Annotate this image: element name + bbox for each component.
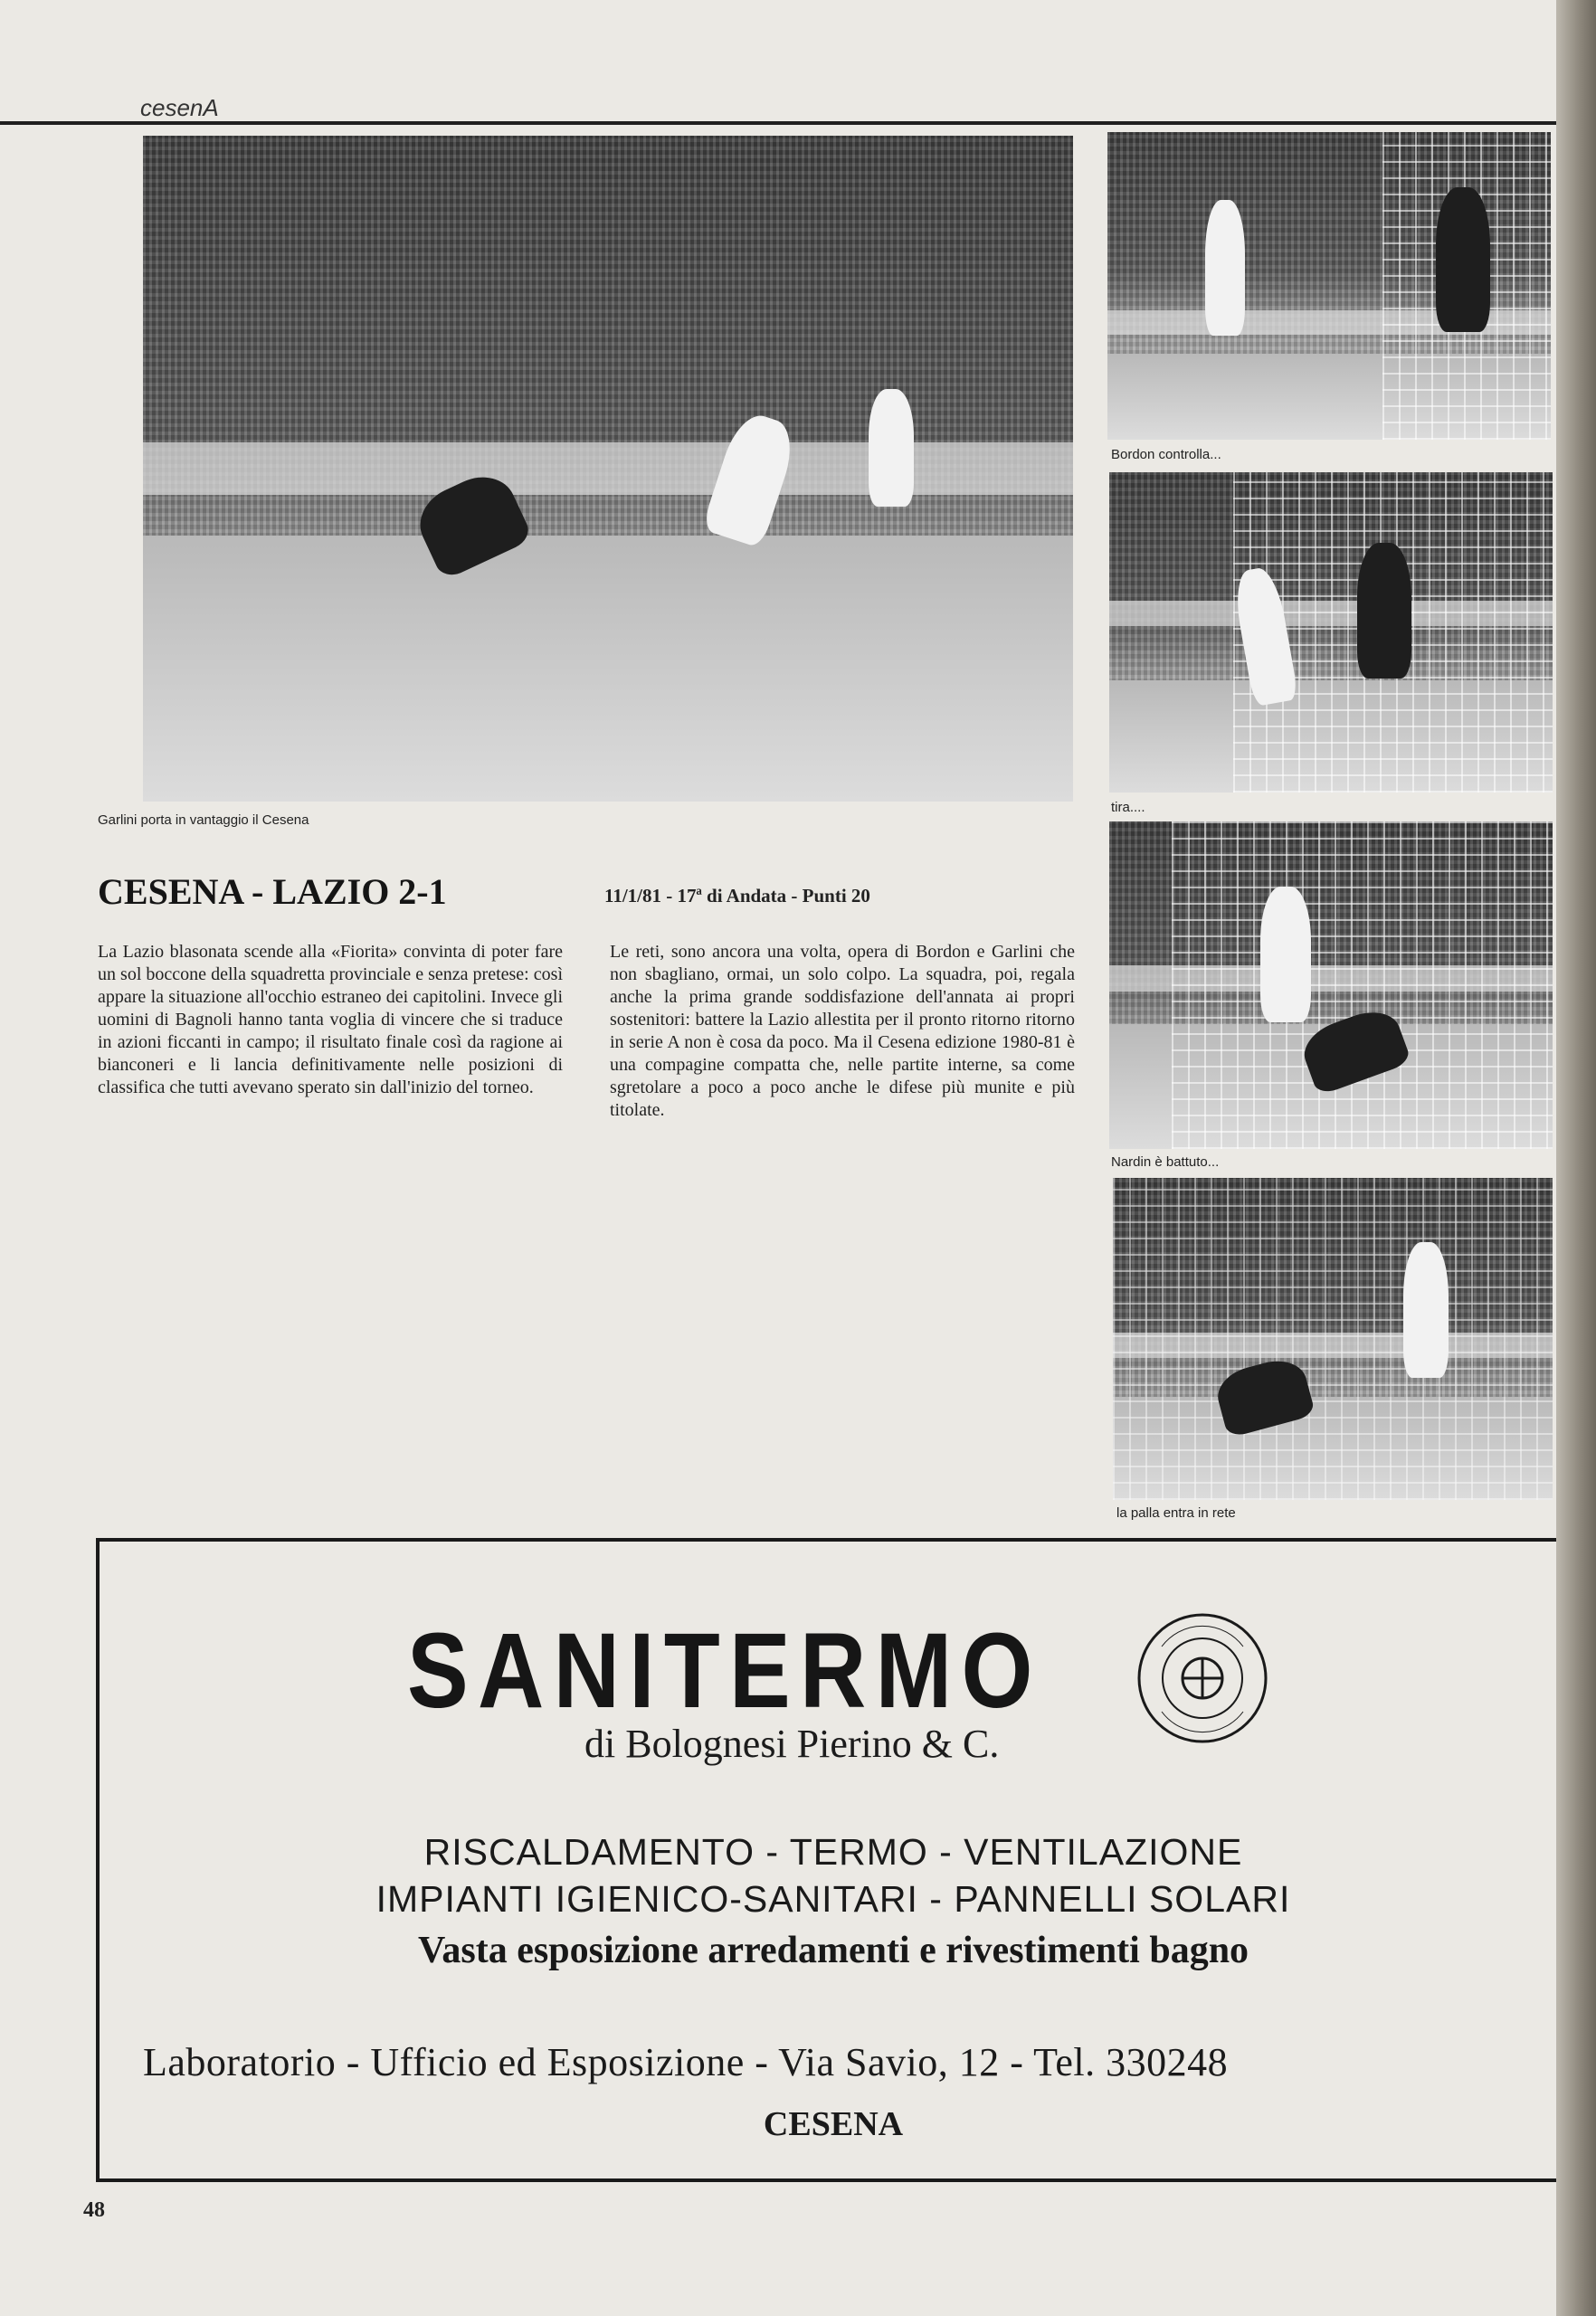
gold-medal-seal-icon <box>1135 1610 1270 1746</box>
ad-showroom: Vasta esposizione arredamenti e rivestimenti bagno <box>417 1930 1249 1971</box>
main-photo-caption: Garlini porta in vantaggio il Cesena <box>98 812 309 828</box>
sequence-photo-1 <box>1107 132 1551 440</box>
player-figure <box>869 389 914 507</box>
sequence-photo-4 <box>1113 1178 1553 1500</box>
goalkeeper-figure <box>1357 543 1411 679</box>
section-label: cesenA <box>140 94 219 121</box>
ad-address: Laboratorio - Ufficio ed Esposizione - Via Savio, 12 - Tel. 330248 <box>143 2040 1229 2084</box>
goal-net <box>1172 821 1553 1149</box>
ad-services-line-1: RISCALDAMENTO - TERMO - VENTILAZIONE <box>423 1831 1243 1873</box>
pitch <box>143 536 1073 802</box>
ad-brand: SANITERMO <box>407 1611 1042 1731</box>
match-info: 11/1/81 - 17ª di Andata - Punti 20 <box>604 885 870 906</box>
sequence-caption-1: Bordon controlla... <box>1111 447 1221 462</box>
article-title: CESENA - LAZIO 2-1 <box>98 871 447 912</box>
header-rule <box>0 121 1556 125</box>
ad-owner: di Bolognesi Pierino & C. <box>584 1722 1000 1766</box>
player-figure <box>1205 200 1245 336</box>
sequence-photo-3 <box>1109 821 1553 1149</box>
sequence-caption-2: tira.... <box>1111 800 1145 815</box>
sequence-photo-2 <box>1109 472 1553 793</box>
advertising-boards <box>143 442 1073 496</box>
player-figure <box>1403 1242 1449 1378</box>
ad-services-line-2: IMPIANTI IGIENICO-SANITARI - PANNELLI SOLARI <box>375 1878 1291 1920</box>
goal-net <box>1113 1178 1553 1500</box>
article-column-right: Le reti, sono ancora una volta, opera di Bordon e Garlini che non sbagliano, ormai, un solo colpo. La squadra, poi, regala anche la prima grande soddisfazione dell'annata ai propri sostenitori: battere la Lazio allestita per il pronto ritorno ritorno in serie A non è cosa da poco. Ma il Cesena edizione 1980-81 è una compagine compatta che, nelle partite interne, sa come sgretolare a poco a poco anche le difese più munite e più titolate. <box>610 942 1075 1120</box>
page-number: 48 <box>83 2198 105 2222</box>
ad-city: CESENA <box>763 2105 904 2143</box>
advertisement <box>96 1538 1571 2182</box>
goalkeeper-figure <box>1436 187 1490 332</box>
article-column-left: La Lazio blasonata scende alla «Fiorita» convinta di poter fare un sol boccone della squadretta provinciale e senza pretese: così appare la situazione all'occhio estraneo dei capitolini. Invece gli uomini di Bagnoli hanno tanta voglia di vincere che si traduce in azioni ficcanti in campo; il risultato finale così da ragione ai bianconeri e li lancia definitivamente nelle posizioni di classifica che tutti avevano sperato sin dall'inizio del torneo. <box>98 942 563 1097</box>
player-figure <box>1260 887 1311 1022</box>
binding-spine <box>1556 0 1596 2316</box>
sequence-caption-4: la palla entra in rete <box>1116 1505 1236 1521</box>
main-photo <box>143 136 1073 802</box>
sequence-caption-3: Nardin è battuto... <box>1111 1154 1220 1170</box>
